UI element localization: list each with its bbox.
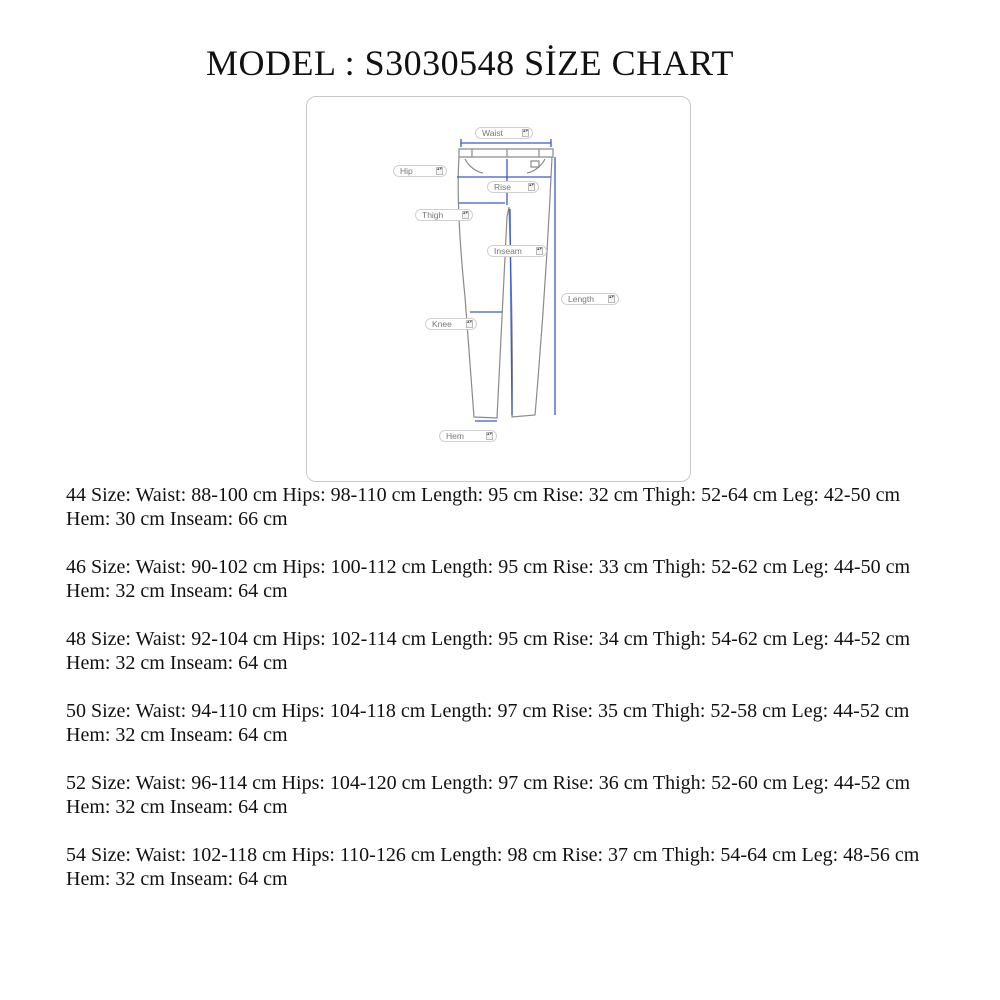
stepper-icon: ▴▾ [462,211,469,219]
rise-label-tag [487,181,539,193]
size-row-52: 52 Size: Waist: 96-114 cm Hips: 104-120 cm Length: 97 cm Rise: 36 cm Thigh: 52-60 cm Leg: 44-52 cm Hem: 32 cm Inseam: 64 cm [66,772,911,818]
page-title: MODEL : S3030548 SİZE CHART [205,43,734,83]
size-row-54: 54 Size: Waist: 102-118 cm Hips: 110-126 cm Length: 98 cm Rise: 37 cm Thigh: 54-64 cm Leg: 48-56 cm Hem: 32 cm Inseam: 64 cm [66,844,920,890]
thigh-label-tag [415,209,473,221]
stepper-icon: ▴▾ [528,183,535,191]
size-row-48: 48 Size: Waist: 92-104 cm Hips: 102-114 cm Length: 95 cm Rise: 34 cm Thigh: 54-62 cm Leg: 44-52 cm Hem: 32 cm Inseam: 64 cm [66,628,911,674]
size-row-50: 50 Size: Waist: 94-110 cm Hips: 104-118 cm Length: 97 cm Rise: 35 cm Thigh: 52-58 cm Leg: 44-52 cm Hem: 32 cm Inseam: 64 cm [66,700,910,746]
stepper-icon: ▴▾ [536,247,543,255]
measurement-diagram [306,96,691,482]
length-label-tag [561,293,619,305]
size-list [66,483,946,915]
stepper-icon: ▴▾ [436,167,443,175]
size-row-46: 46 Size: Waist: 90-102 cm Hips: 100-112 cm Length: 95 cm Rise: 33 cm Thigh: 52-62 cm Leg: 44-50 cm Hem: 32 cm Inseam: 64 cm [66,556,911,602]
waist-label-tag [475,127,533,139]
stepper-icon: ▴▾ [522,129,529,137]
stepper-icon: ▴▾ [608,295,615,303]
hem-label: Hem [446,431,464,441]
rise-label: Rise [494,182,512,192]
waist-label: Waist [482,128,503,138]
hem-label-tag [439,430,497,442]
thigh-label: Thigh [422,210,444,220]
length-label: Length [568,294,594,304]
hip-label-tag [393,165,447,177]
pants-illustration [307,97,692,483]
inseam-label: Inseam [494,246,522,256]
inseam-label-tag [487,245,547,257]
size-row-44: 44 Size: Waist: 88-100 cm Hips: 98-110 cm Length: 95 cm Rise: 32 cm Thigh: 52-64 cm Leg: 42-50 cm Hem: 30 cm Inseam: 66 cm [66,484,901,530]
stepper-icon: ▴▾ [486,432,493,440]
knee-label: Knee [432,319,452,329]
stepper-icon: ▴▾ [466,320,473,328]
hip-label: Hip [400,166,413,176]
knee-label-tag [425,318,477,330]
